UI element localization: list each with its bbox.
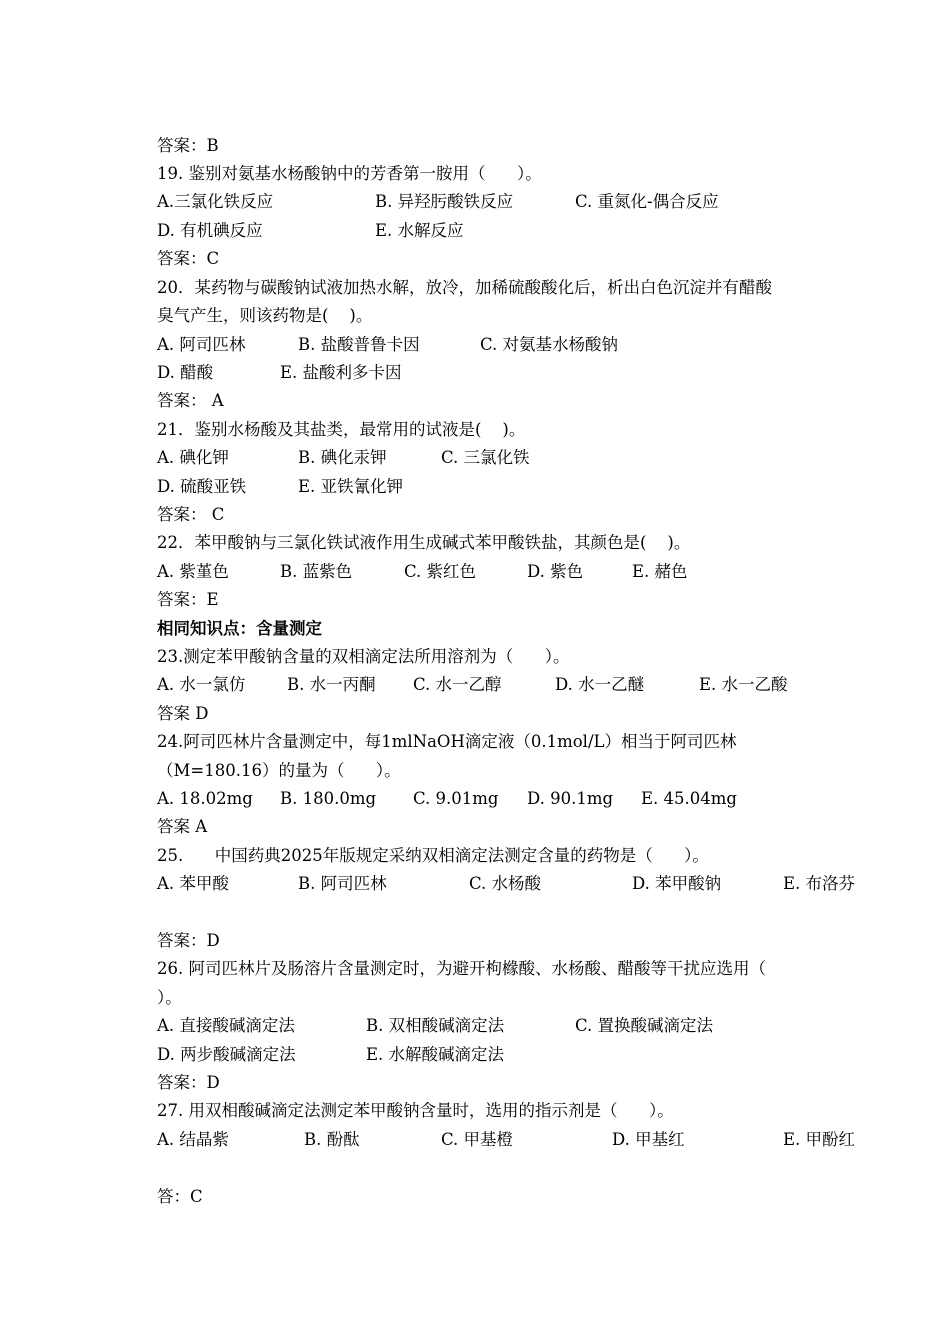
answer-26: 答案：D (157, 1073, 220, 1092)
q25-option-b: B. 阿司匹林 (298, 874, 387, 893)
q21-option-a: A. 碘化钾 (157, 448, 229, 467)
q26-option-e: E. 水解酸碱滴定法 (366, 1045, 505, 1064)
q22-option-c: C. 紫红色 (404, 562, 477, 581)
q22-option-d: D. 紫色 (527, 562, 584, 581)
q22-option-a: A. 紫堇色 (157, 562, 229, 581)
q19-option-c: C. 重氮化-偶合反应 (575, 192, 719, 211)
question-24-line2: （M=180.16）的量为（ ）。 (157, 761, 401, 780)
q20-option-a: A. 阿司匹林 (157, 335, 246, 354)
answer-24: 答案 A (157, 817, 208, 836)
q21-option-e: E. 亚铁氰化钾 (298, 477, 404, 496)
q21-option-c: C. 三氯化铁 (441, 448, 530, 467)
q26-option-b: B. 双相酸碱滴定法 (366, 1016, 505, 1035)
question-24-line1: 24.阿司匹林片含量测定中，每1mlNaOH滴定液（0.1mol/L）相当于阿司匹林 (157, 732, 737, 751)
question-25: 25. 中国药典2025年版规定采纳双相滴定法测定含量的药物是（ ）。 (157, 846, 709, 865)
q23-option-e: E. 水一乙酸 (699, 675, 788, 694)
question-22: 22．苯甲酸钠与三氯化铁试液作用生成碱式苯甲酸铁盐，其颜色是( )。 (157, 533, 691, 552)
q24-option-e: E. 45.04mg (641, 789, 737, 808)
q19-option-b: B. 异羟肟酸铁反应 (375, 192, 514, 211)
q20-option-e: E. 盐酸利多卡因 (280, 363, 402, 382)
answer-19: 答案：C (157, 249, 220, 268)
q27-option-d: D. 甲基红 (612, 1130, 685, 1149)
q19-option-a: A.三氯化铁反应 (157, 192, 274, 211)
answer-22: 答案：E (157, 590, 219, 609)
section-heading: 相同知识点：含量测定 (157, 619, 322, 638)
q20-option-d: D. 醋酸 (157, 363, 214, 382)
question-20-line2: 臭气产生，则该药物是( )。 (157, 306, 373, 325)
q23-option-a: A. 水一氯仿 (157, 675, 246, 694)
q25-option-d: D. 苯甲酸钠 (632, 874, 722, 893)
question-23: 23.测定苯甲酸钠含量的双相滴定法所用溶剂为（ ）。 (157, 647, 570, 666)
q20-option-b: B. 盐酸普鲁卡因 (298, 335, 420, 354)
answer-21: 答案： C (157, 505, 225, 524)
answer-20: 答案： A (157, 391, 224, 410)
q27-option-e: E. 甲酚红 (783, 1130, 856, 1149)
q24-option-c: C. 9.01mg (413, 789, 499, 808)
answer-23: 答案 D (157, 704, 209, 723)
q21-option-b: B. 碘化汞钾 (298, 448, 387, 467)
q25-option-c: C. 水杨酸 (469, 874, 542, 893)
q24-option-b: B. 180.0mg (280, 789, 377, 808)
q20-option-c: C. 对氨基水杨酸钠 (480, 335, 619, 354)
q24-option-a: A. 18.02mg (157, 789, 253, 808)
question-26-line1: 26. 阿司匹林片及肠溶片含量测定时，为避开枸橼酸、水杨酸、醋酸等干扰应选用（ (157, 959, 766, 978)
q24-option-d: D. 90.1mg (527, 789, 614, 808)
q27-option-a: A. 结晶紫 (157, 1130, 229, 1149)
q25-option-e: E. 布洛芬 (783, 874, 856, 893)
question-27: 27. 用双相酸碱滴定法测定苯甲酸钠含量时，选用的指示剂是（ ）。 (157, 1101, 674, 1120)
q19-option-d: D. 有机碘反应 (157, 221, 263, 240)
q27-option-c: C. 甲基橙 (441, 1130, 514, 1149)
q26-option-a: A. 直接酸碱滴定法 (157, 1016, 295, 1035)
q26-option-d: D. 两步酸碱滴定法 (157, 1045, 296, 1064)
q23-option-d: D. 水一乙醚 (555, 675, 645, 694)
q26-option-c: C. 置换酸碱滴定法 (575, 1016, 714, 1035)
q27-option-b: B. 酚酞 (304, 1130, 360, 1149)
question-21: 21．鉴别水杨酸及其盐类，最常用的试液是( )。 (157, 420, 526, 439)
answer-27: 答：C (157, 1187, 203, 1206)
answer-25: 答案：D (157, 931, 220, 950)
question-19: 19. 鉴别对氨基水杨酸钠中的芳香第一胺用（ ）。 (157, 164, 542, 183)
q19-option-e: E. 水解反应 (375, 221, 464, 240)
q23-option-b: B. 水一丙酮 (287, 675, 376, 694)
question-26-line2: ）。 (157, 988, 182, 1007)
answer-18: 答案：B (157, 136, 219, 155)
question-20-line1: 20．某药物与碳酸钠试液加热水解，放冷，加稀硫酸酸化后，析出白色沉淀并有醋酸 (157, 278, 772, 297)
q23-option-c: C. 水一乙醇 (413, 675, 502, 694)
q21-option-d: D. 硫酸亚铁 (157, 477, 247, 496)
q22-option-b: B. 蓝紫色 (280, 562, 353, 581)
q25-option-a: A. 苯甲酸 (157, 874, 229, 893)
q22-option-e: E. 赭色 (632, 562, 688, 581)
